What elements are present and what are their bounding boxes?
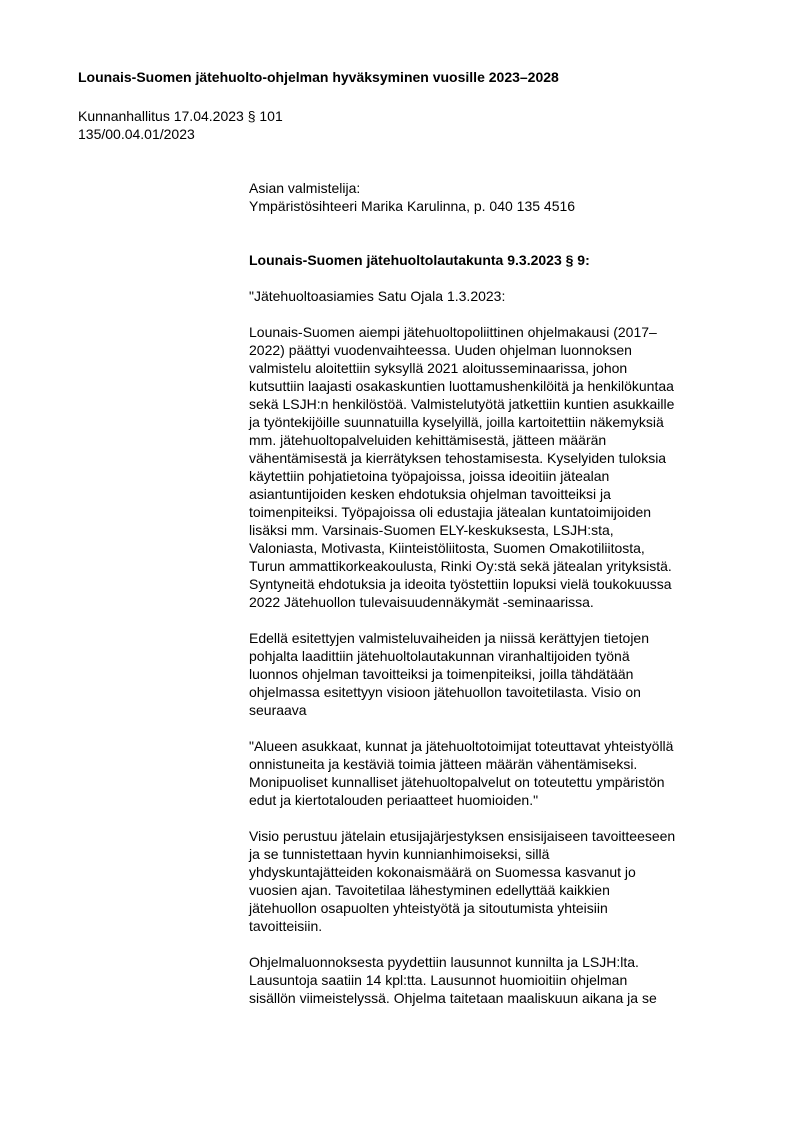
paragraph-line: sekä LSJH:n henkilöstöä. Valmistelutyötä jatkettiin kuntien asukkaille: [249, 396, 675, 412]
spacer: [249, 809, 741, 827]
paragraph-background: [249, 323, 741, 611]
spacer: [249, 305, 741, 323]
document-meta: [78, 107, 478, 143]
paragraph-line: Monipuoliset kunnalliset jätehuoltopalvelut on toteutettu ympäristön: [249, 774, 665, 790]
document-title: Lounais-Suomen jätehuolto-ohjelman hyväksyminen vuosille 2023–2028: [78, 69, 559, 85]
paragraph-line: toimenpiteiksi. Työpajoissa oli edustajia jätealan kuntatoimijoiden: [249, 504, 652, 520]
spacer: [249, 215, 741, 251]
paragraph-vision-quote: [249, 737, 741, 809]
spacer: [249, 719, 741, 737]
paragraph-line: Ohjelmaluonnoksesta pyydettiin lausunnot kunnilta ja LSJH:lta.: [249, 954, 639, 970]
paragraph-line: Syntyneitä ehdotuksia ja ideoita työstettiin lopuksi vielä toukokuussa: [249, 576, 672, 592]
paragraph-line: vähentämisestä ja kierrätyksen tehostamisesta. Kyselyiden tuloksia: [249, 450, 667, 466]
paragraph-line: mm. jätehuoltopalveluiden kehittämisestä, jätteen määrän: [249, 432, 607, 448]
author-line: "Jätehuoltoasiamies Satu Ojala 1.3.2023:: [249, 288, 506, 304]
board-heading: Lounais-Suomen jätehuoltolautakunta 9.3.2023 § 9:: [249, 252, 590, 268]
paragraph-line: vuosien ajan. Tavoitetilaa lähestyminen edellyttää kaikkien: [249, 882, 610, 898]
document-body: [249, 179, 741, 1007]
meeting-reference: Kunnanhallitus 17.04.2023 § 101: [78, 108, 283, 124]
paragraph-line: ja se tunnistettaan hyvin kunnianhimoiseksi, sillä: [249, 846, 550, 862]
spacer: [249, 935, 741, 953]
spacer: [249, 611, 741, 629]
paragraph-line: yhdyskuntajätteiden kokonaismäärä on Suomessa kasvanut jo: [249, 864, 636, 880]
paragraph-line: sisällön viimeistelyssä. Ohjelma taitetaan maaliskuun aikana ja se: [249, 990, 657, 1006]
paragraph-line: Valoniasta, Motivasta, Kiinteistöliitosta, Suomen Omakotiliitosta,: [249, 540, 645, 556]
paragraph-line: käytettiin pohjatietoina työpajoissa, joissa ideoitiin jätealan: [249, 468, 610, 484]
paragraph-vision-basis: [249, 827, 741, 935]
paragraph-line: "Alueen asukkaat, kunnat ja jätehuoltotoimijat toteuttavat yhteistyöllä: [249, 738, 674, 754]
paragraph-line: Visio perustuu jätelain etusijajärjestyksen ensisijaiseen tavoitteeseen: [249, 828, 676, 844]
paragraph-line: kutsuttiin laajasti osakaskuntien luottamushenkilöitä ja henkilökuntaa: [249, 378, 674, 394]
paragraph-line: asiantuntijoiden kesken ehdotuksia ohjelman tavoitteiksi ja: [249, 486, 611, 502]
paragraph-line: lisäksi mm. Varsinais-Suomen ELY-keskuksesta, LSJH:sta,: [249, 522, 614, 538]
spacer: [249, 269, 741, 287]
paragraph-line: 2022) päättyi vuodenvaihteessa. Uuden ohjelman luonnoksen: [249, 342, 632, 358]
paragraph-line: pohjalta laadittiin jätehuoltolautakunnan viranhaltijoiden työnä: [249, 648, 630, 664]
paragraph-line: Lounais-Suomen aiempi jätehuoltopoliittinen ohjelmakausi (2017–: [249, 324, 657, 340]
paragraph-line: luonnos ohjelman tavoitteiksi ja toimenpiteiksi, joilla tähdätään: [249, 666, 634, 682]
paragraph-line: seuraava: [249, 702, 307, 718]
paragraph-line: ja työntekijöille suunnatuilla kyselyillä, joilla kartoitettiin näkemyksiä: [249, 414, 664, 430]
preparer-label: Asian valmistelija:: [249, 180, 361, 196]
paragraph-line: tavoitteisiin.: [249, 918, 323, 934]
paragraph-line: Edellä esitettyjen valmisteluvaiheiden ja niissä kerättyjen tietojen: [249, 630, 649, 646]
paragraph-line: ohjelmassa esitettyyn visioon jätehuollon tavoitetilasta. Visio on: [249, 684, 641, 700]
paragraph-line: Lausuntoja saatiin 14 kpl:tta. Lausunnot huomioitiin ohjelman: [249, 972, 628, 988]
paragraph-draft: [249, 629, 741, 719]
paragraph-statements: [249, 953, 741, 1007]
paragraph-line: 2022 Jätehuollon tulevaisuudennäkymät -seminaarissa.: [249, 594, 594, 610]
record-number: 135/00.04.01/2023: [78, 126, 195, 142]
paragraph-line: valmistelu aloitettiin syksyllä 2021 aloitusseminaarissa, johon: [249, 360, 628, 376]
paragraph-line: onnistuneita ja kestäviä toimia jätteen määrän vähentämiseksi.: [249, 756, 638, 772]
paragraph-line: Turun ammattikorkeakoulusta, Rinki Oy:stä sekä jätealan yrityksistä.: [249, 558, 672, 574]
paragraph-line: jätehuollon osapuolten yhteistyötä ja sitoutumista yhteisiin: [249, 900, 608, 916]
paragraph-line: edut ja kiertotalouden periaatteet huomioiden.": [249, 792, 539, 808]
preparer-name: Ympäristösihteeri Marika Karulinna, p. 040 135 4516: [249, 198, 576, 214]
